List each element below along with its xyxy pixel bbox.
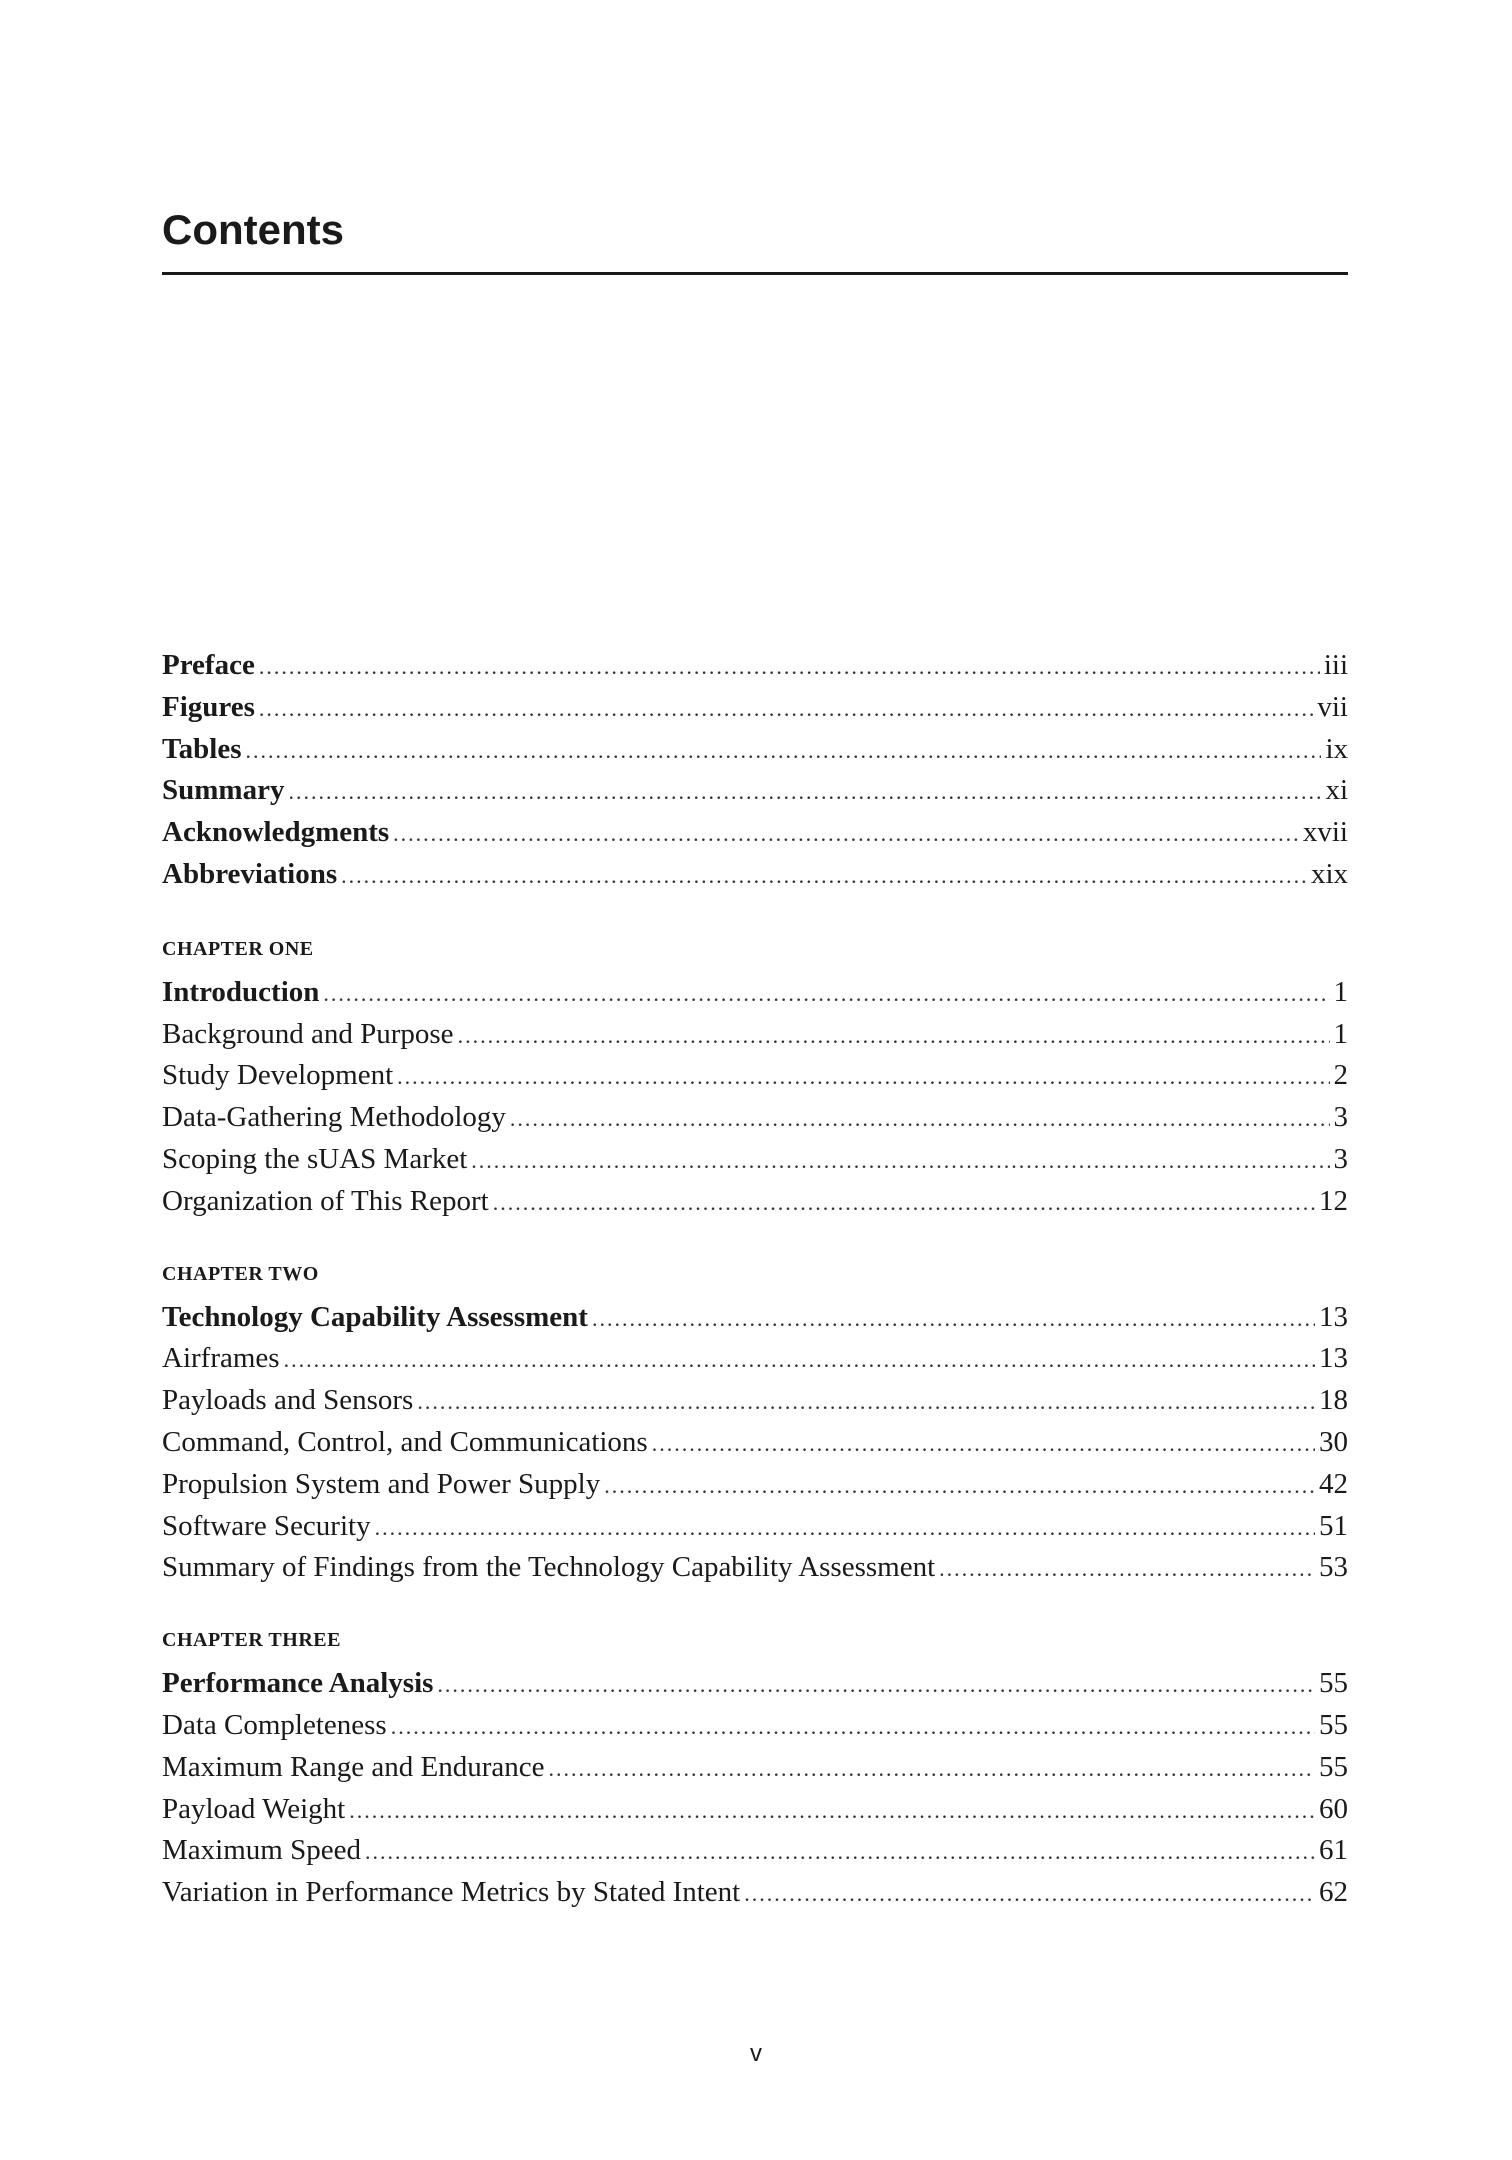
- dot-leader: [471, 1140, 1329, 1182]
- toc-entry-label: Performance Analysis: [162, 1667, 434, 1700]
- toc-entry-label: Payloads and Sensors: [162, 1384, 414, 1417]
- toc-entry-page: xvii: [1302, 816, 1348, 849]
- toc-entry-label: Summary of Findings from the Technology Capability Assessment: [162, 1551, 936, 1584]
- toc-entry-chapter-title[interactable]: [162, 1663, 1348, 1705]
- toc-entry-page: 42: [1319, 1467, 1348, 1500]
- toc-entry-section[interactable]: [162, 1422, 1348, 1464]
- toc-entry-label: Preface: [162, 649, 255, 681]
- toc-entry-page: 55: [1319, 1667, 1348, 1700]
- dot-leader: [604, 1465, 1315, 1507]
- toc-entry-page: 12: [1319, 1184, 1348, 1217]
- toc-entry-label: Propulsion System and Power Supply: [162, 1467, 601, 1500]
- dot-leader: [549, 1748, 1315, 1790]
- toc-entry-label: Data Completeness: [162, 1708, 387, 1741]
- dot-leader: [341, 855, 1307, 897]
- toc-entry-page: 2: [1333, 1059, 1348, 1092]
- toc-entry-abbreviations[interactable]: [162, 854, 1348, 896]
- toc-entry-page: iii: [1323, 649, 1348, 681]
- toc-entry-label: Airframes: [162, 1342, 280, 1375]
- toc-entry-page: 18: [1319, 1384, 1348, 1417]
- dot-leader: [437, 1664, 1315, 1706]
- toc-entry-label: Tables: [162, 732, 242, 765]
- toc-entry-label: Study Development: [162, 1059, 394, 1092]
- front-matter-list: [162, 645, 1348, 896]
- toc-entry-label: Payload Weight: [162, 1792, 346, 1825]
- dot-leader: [365, 1831, 1315, 1873]
- toc-entry-page: 51: [1319, 1509, 1348, 1542]
- toc-entry-page: 61: [1319, 1834, 1348, 1867]
- toc-entry-figures[interactable]: [162, 687, 1348, 729]
- toc-entry-section[interactable]: [162, 1872, 1348, 1914]
- toc-entry-page: 30: [1319, 1425, 1348, 1458]
- toc-entry-section[interactable]: [162, 1830, 1348, 1872]
- toc-entry-section[interactable]: [162, 1097, 1348, 1139]
- toc-entry-label: Acknowledgments: [162, 816, 390, 849]
- toc-entry-page: ix: [1325, 732, 1348, 765]
- toc-entry-label: Figures: [162, 690, 255, 723]
- toc-entry-page: 1: [1333, 1017, 1348, 1050]
- toc-entry-chapter-title[interactable]: [162, 1297, 1348, 1339]
- dot-leader: [246, 730, 1322, 772]
- chapter-three-group: [162, 1625, 1348, 1914]
- dot-leader: [259, 688, 1313, 730]
- dot-leader: [458, 1015, 1330, 1057]
- toc-entry-page: 13: [1319, 1300, 1348, 1333]
- toc-entry-page: 53: [1319, 1551, 1348, 1584]
- toc-entry-page: xi: [1325, 774, 1348, 807]
- toc-entry-section[interactable]: [162, 1338, 1348, 1380]
- toc-entry-page: 55: [1319, 1708, 1348, 1741]
- toc-entry-section[interactable]: [162, 1139, 1348, 1181]
- toc-entry-label: Maximum Speed: [162, 1834, 361, 1867]
- toc-entry-label: Technology Capability Assessment: [162, 1300, 588, 1333]
- toc-entry-label: Command, Control, and Communications: [162, 1425, 648, 1458]
- dot-leader: [744, 1873, 1315, 1915]
- dot-leader: [510, 1098, 1330, 1140]
- dot-leader: [288, 771, 1321, 813]
- toc-entry-label: Maximum Range and Endurance: [162, 1750, 545, 1783]
- toc-entry-tables[interactable]: [162, 729, 1348, 771]
- toc-entry-page: xix: [1310, 857, 1348, 890]
- toc-entry-page: 3: [1333, 1101, 1348, 1134]
- dot-leader: [391, 1706, 1315, 1748]
- toc-entry-section[interactable]: [162, 1464, 1348, 1506]
- chapter-label: CHAPTER TWO: [162, 1262, 319, 1285]
- toc-entry-label: Data-Gathering Methodology: [162, 1101, 506, 1134]
- dot-leader: [375, 1507, 1315, 1549]
- toc-entry-section[interactable]: [162, 1506, 1348, 1548]
- dot-leader: [493, 1182, 1315, 1224]
- dot-leader: [939, 1548, 1315, 1590]
- toc-entry-label: Scoping the sUAS Market: [162, 1142, 468, 1175]
- toc-entry-section[interactable]: [162, 1055, 1348, 1097]
- toc-entry-section[interactable]: [162, 1181, 1348, 1223]
- toc-entry-label: Introduction: [162, 975, 320, 1008]
- page-title: Contents: [162, 206, 344, 253]
- toc-entry-section[interactable]: [162, 1705, 1348, 1747]
- toc-entry-page: 13: [1319, 1342, 1348, 1375]
- toc-entry-label: Software Security: [162, 1509, 371, 1542]
- table-of-contents: [162, 645, 1348, 1914]
- toc-entry-section[interactable]: [162, 1547, 1348, 1589]
- toc-entry-section[interactable]: [162, 1380, 1348, 1422]
- toc-entry-page: 60: [1319, 1792, 1348, 1825]
- chapter-one-group: [162, 934, 1348, 1223]
- toc-entry-label: Variation in Performance Metrics by Stated Intent: [162, 1876, 741, 1909]
- title-divider: [162, 272, 1348, 275]
- dot-leader: [349, 1790, 1315, 1832]
- toc-entry-label: Abbreviations: [162, 857, 338, 890]
- toc-entry-section[interactable]: [162, 1014, 1348, 1056]
- toc-entry-label: Background and Purpose: [162, 1017, 454, 1050]
- dot-leader: [323, 973, 1329, 1015]
- chapter-label: CHAPTER ONE: [162, 937, 314, 960]
- toc-entry-summary[interactable]: [162, 770, 1348, 812]
- dot-leader: [284, 1339, 1315, 1381]
- dot-leader: [652, 1423, 1315, 1465]
- toc-entry-page: 62: [1319, 1876, 1348, 1909]
- toc-entry-chapter-title[interactable]: [162, 972, 1348, 1014]
- chapter-two-group: [162, 1259, 1348, 1590]
- dot-leader: [397, 1056, 1329, 1098]
- toc-entry-page: 55: [1319, 1750, 1348, 1783]
- toc-entry-label: Summary: [162, 774, 285, 807]
- page-number: v: [750, 2040, 762, 2067]
- toc-entry-page: 3: [1333, 1142, 1348, 1175]
- toc-entry-section[interactable]: [162, 1789, 1348, 1831]
- chapter-label: CHAPTER THREE: [162, 1629, 341, 1652]
- toc-entry-page: vii: [1317, 690, 1348, 723]
- toc-entry-section[interactable]: [162, 1747, 1348, 1789]
- toc-entry-page: 1: [1333, 975, 1348, 1008]
- toc-entry-label: Organization of This Report: [162, 1184, 489, 1217]
- dot-leader: [417, 1381, 1315, 1423]
- dot-leader: [259, 646, 1320, 688]
- toc-entry-acknowledgments[interactable]: [162, 812, 1348, 854]
- dot-leader: [393, 813, 1299, 855]
- toc-entry-preface[interactable]: [162, 645, 1348, 687]
- dot-leader: [592, 1298, 1315, 1340]
